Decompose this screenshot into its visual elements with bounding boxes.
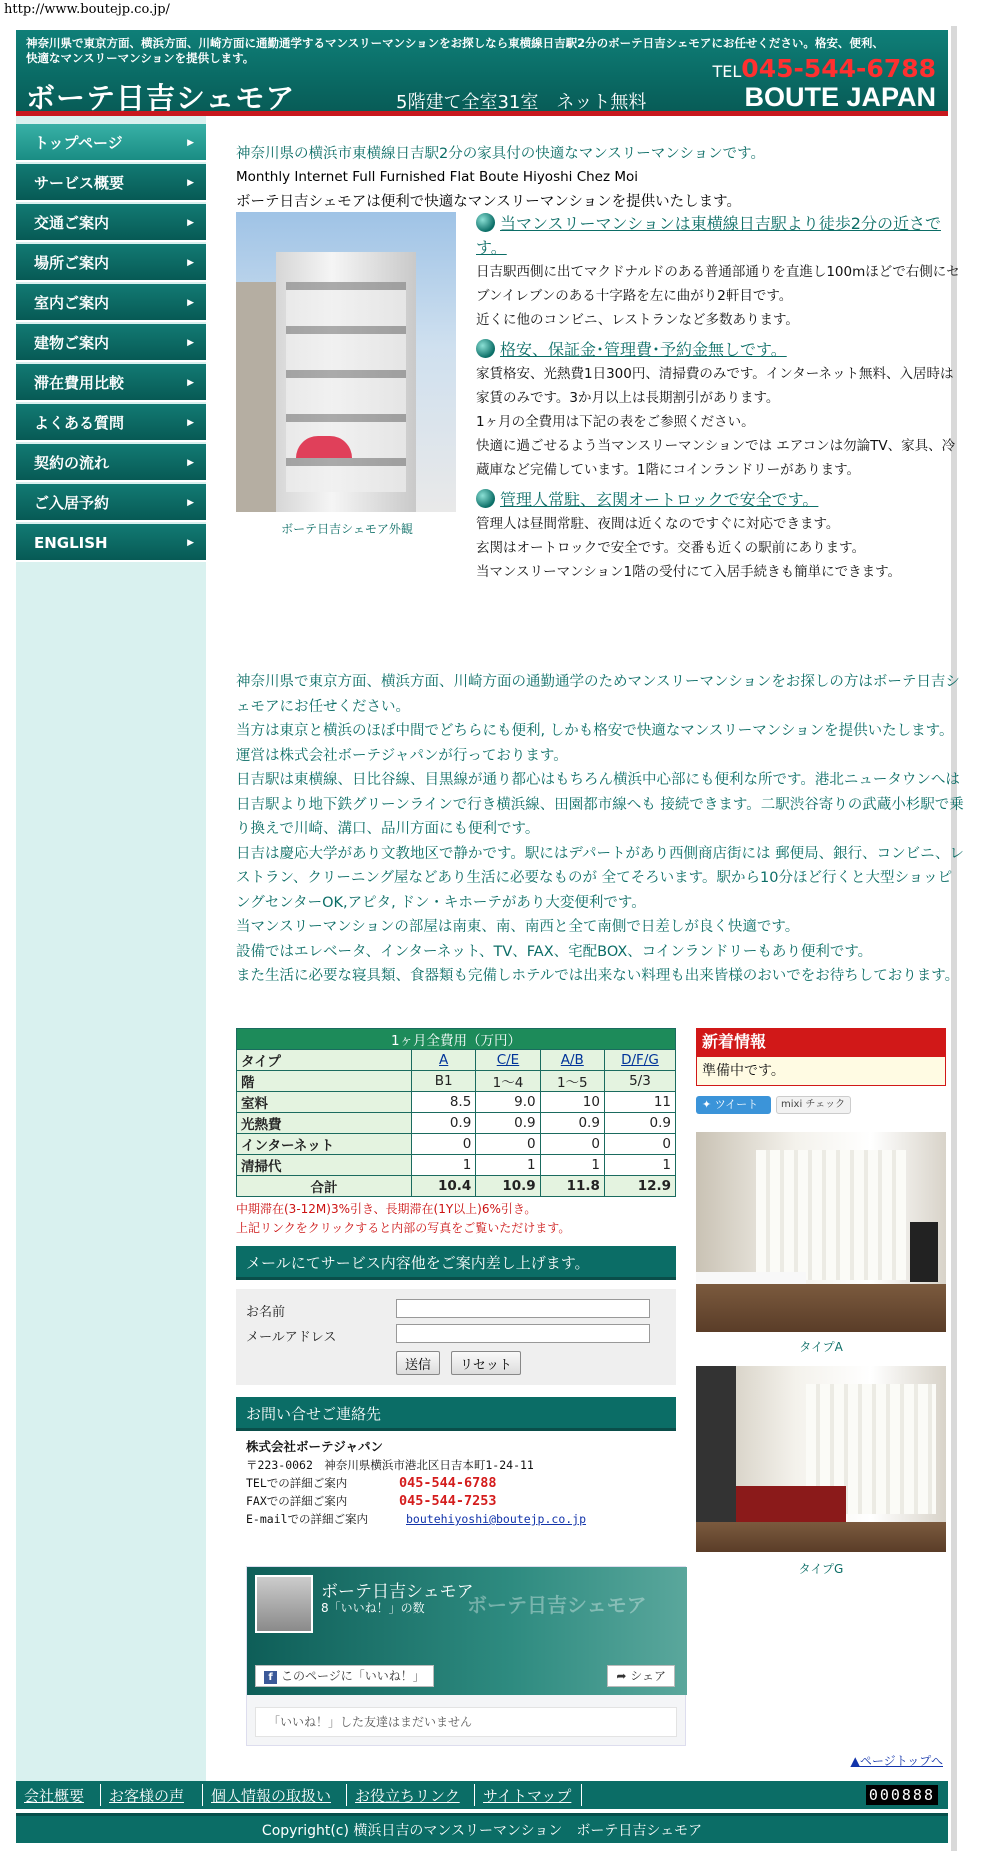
building-photo-caption: ボーテ日吉シェモア外観 xyxy=(281,522,413,536)
point-text: 日吉駅西側に出てマクドナルドのある普通部通りを直進し100mほどで右側にセブンイレブンのある十字路を左に曲がり2軒目です。 xyxy=(476,264,960,304)
arrow-right-icon: ▶ xyxy=(187,218,194,228)
nav-item-faq[interactable] xyxy=(16,404,206,442)
nav-label: 滞在費用比較 xyxy=(34,374,125,392)
facebook-page-thumbnail[interactable] xyxy=(255,1575,313,1633)
total-cell: 12.9 xyxy=(604,1176,675,1197)
footer-link-sitemap[interactable]: サイトマップ xyxy=(483,1787,572,1805)
point-title-price[interactable] xyxy=(476,338,966,362)
cost-cell: 0.9 xyxy=(476,1113,540,1134)
tweet-button[interactable] xyxy=(696,1096,771,1114)
floor-label: 階 xyxy=(237,1071,412,1092)
nav-label: 場所ご案内 xyxy=(34,254,110,272)
nav-item-english[interactable] xyxy=(16,524,206,562)
copyright: Copyright(c) 横浜日吉のマンスリーマンション ボーテ日吉シェモア xyxy=(16,1813,948,1843)
total-cell: 11.8 xyxy=(540,1176,604,1197)
cost-cell: 1 xyxy=(476,1155,540,1176)
intro-heading: 神奈川県の横浜市東横線日吉駅2分の家具付の快適なマンスリーマンションです。 xyxy=(236,146,765,162)
contact-fax: 045-544-7253 xyxy=(399,1493,497,1509)
description-text xyxy=(236,670,966,989)
footer-link-company[interactable]: 会社概要 xyxy=(24,1787,85,1805)
facebook-like-count: 8「いいね！」の数 xyxy=(321,1601,425,1615)
nav-label: ENGLISH xyxy=(34,534,108,552)
description-paragraph: 設備ではエレベータ、インターネット、TV、FAX、宅配BOX、コインランドリーもあり便利です。 xyxy=(236,943,873,960)
fax-label: FAXでの詳細ご案内 xyxy=(246,1494,348,1508)
cost-cell: 0.9 xyxy=(604,1113,675,1134)
room-photo-type-a[interactable] xyxy=(696,1132,946,1332)
header-catchphrase: 5階建て全室31室 ネット無料 xyxy=(396,92,647,113)
cost-cell: 9.0 xyxy=(476,1092,540,1113)
arrow-right-icon: ▶ xyxy=(187,418,194,428)
cost-cell: 0 xyxy=(540,1134,604,1155)
nav-item-top[interactable] xyxy=(16,124,206,162)
footer-link-voice[interactable]: お客様の声 xyxy=(109,1787,185,1805)
tweet-label: ツイート xyxy=(714,1098,759,1111)
table-row xyxy=(237,1113,676,1134)
access-counter: 000888 xyxy=(866,1785,938,1805)
name-label: お名前 xyxy=(246,1305,286,1320)
room-caption-type-a: タイプA xyxy=(799,1340,843,1354)
intro-lead: ボーテ日吉シェモアは便利で快適なマンスリーマンションを提供いたします。 xyxy=(236,194,741,210)
feature-points xyxy=(476,212,966,584)
site-footer xyxy=(16,1781,948,1851)
email-contact-label: E-mailでの詳細ご案内 xyxy=(246,1512,369,1526)
point-text: 1ヶ月の全費用は下記の表をご参照ください。 xyxy=(476,414,755,430)
cost-cell: 1 xyxy=(412,1155,476,1176)
contact-tel: 045-544-6788 xyxy=(399,1475,497,1491)
total-cell: 10.4 xyxy=(412,1176,476,1197)
table-row-total xyxy=(237,1176,676,1197)
contact-title: お問い合せご連絡先 xyxy=(236,1397,676,1431)
floor-cell: 1～5 xyxy=(540,1071,604,1092)
nav-item-building[interactable] xyxy=(16,324,206,362)
cost-cell: 0 xyxy=(604,1134,675,1155)
share-label: シェア xyxy=(630,1669,666,1683)
nav-label: ご入居予約 xyxy=(34,494,110,512)
point-body-security xyxy=(476,512,966,584)
total-label: 合計 xyxy=(237,1176,412,1197)
cost-cell: 10 xyxy=(540,1092,604,1113)
mail-form-title: メールにてサービス内容他をご案内差し上げます。 xyxy=(236,1246,676,1280)
building-photo xyxy=(236,212,456,512)
arrow-right-icon: ▶ xyxy=(187,378,194,388)
email-label: メールアドレス xyxy=(246,1330,337,1345)
facebook-like-button[interactable] xyxy=(255,1665,434,1687)
cost-table xyxy=(236,1028,676,1197)
name-input[interactable] xyxy=(396,1299,650,1318)
page-frame xyxy=(16,26,965,1851)
point-text: 当マンスリーマンション1階の受付にて入居手続きも簡単にできます。 xyxy=(476,564,901,580)
type-link-a[interactable]: A xyxy=(439,1052,449,1068)
reset-button[interactable]: リセット xyxy=(451,1351,521,1375)
description-paragraph: また生活に必要な寝具類、食器類も完備しホテルでは出来ない料理も出来皆様のおいでをお待ちしております。 xyxy=(236,968,960,984)
news-body: 準備中です。 xyxy=(696,1056,946,1086)
facebook-cover-text: ボーテ日吉シェモア xyxy=(467,1593,647,1617)
arrow-right-icon: ▶ xyxy=(187,298,194,308)
mixi-check-button[interactable] xyxy=(776,1096,851,1114)
nav-item-location[interactable] xyxy=(16,244,206,282)
nav-label: トップページ xyxy=(34,134,123,152)
row-label: 清掃代 xyxy=(237,1155,412,1176)
facebook-page-plugin xyxy=(246,1566,686,1746)
arrow-right-icon: ▶ xyxy=(187,498,194,508)
description-paragraph: 当マンスリーマンションの部屋は南東、南、南西と全て南側で日差しが良く快適です。 xyxy=(236,919,800,935)
room-caption-type-g: タイプG xyxy=(798,1562,844,1576)
point-title-text: 管理人常駐、玄関オートロックで安全です。 xyxy=(500,490,819,509)
contact-email-link[interactable]: boutehiyoshi@boutejp.co.jp xyxy=(406,1512,587,1526)
point-title-security[interactable] xyxy=(476,488,966,512)
nav-item-cost-compare[interactable] xyxy=(16,364,206,402)
arrow-right-icon: ▶ xyxy=(187,458,194,468)
brand-name: BOUTE JAPAN xyxy=(744,82,936,112)
type-link-dfg[interactable]: D/F/G xyxy=(621,1052,659,1068)
point-title-access[interactable] xyxy=(476,212,966,260)
cost-cell: 0 xyxy=(476,1134,540,1155)
cost-cell: 11 xyxy=(604,1092,675,1113)
company-address: 〒223-0062 神奈川県横浜市港北区日吉本町1-24-11 xyxy=(246,1458,534,1472)
type-label: タイプ xyxy=(237,1050,412,1071)
like-label: このページに「いいね！」 xyxy=(281,1669,425,1683)
facebook-page-name[interactable]: ボーテ日吉シェモア xyxy=(321,1582,474,1602)
table-row xyxy=(237,1155,676,1176)
email-input[interactable] xyxy=(396,1324,650,1343)
room-photo-type-g[interactable] xyxy=(696,1366,946,1552)
facebook-cover[interactable] xyxy=(247,1567,687,1695)
cost-notes xyxy=(236,1200,676,1238)
cost-table-title: 1ヶ月全費用（万円） xyxy=(237,1029,676,1050)
tel-label: TELでの詳細ご案内 xyxy=(246,1476,348,1490)
header-tagline: 神奈川県で東京方面、横浜方面、川崎方面に通勤通学するマンスリーマンションをお探しなら東横線日吉駅2分のボーテ日吉シェモアにお任せください。格安、便利、快適なマンスリーマンションを提供します。 xyxy=(26,36,884,65)
point-body-price xyxy=(476,362,966,482)
point-text: 管理人は昼間常駐、夜間は近くなのですぐに対応できます。 xyxy=(476,516,840,532)
footer-link-privacy[interactable]: 個人情報の取扱い xyxy=(211,1787,332,1805)
point-body-access xyxy=(476,260,966,332)
nav-label: 交通ご案内 xyxy=(34,214,110,232)
facebook-friends-text: 「いいね！」した友達はまだいません xyxy=(255,1707,677,1737)
facebook-icon: f xyxy=(264,1671,277,1684)
point-text: 玄関はオートロックで安全です。交番も近くの駅前にあります。 xyxy=(476,540,866,556)
bullet-ball-icon xyxy=(476,339,495,358)
arrow-right-icon: ▶ xyxy=(187,258,194,268)
point-title-text: 当マンスリーマンションは東横線日吉駅より徒歩2分の近さです。 xyxy=(476,214,941,257)
cost-cell: 0.9 xyxy=(540,1113,604,1134)
nav-item-reservation[interactable] xyxy=(16,484,206,522)
news-box xyxy=(696,1028,946,1086)
facebook-share-button[interactable] xyxy=(607,1665,675,1687)
arrow-right-icon: ▶ xyxy=(187,338,194,348)
row-label: 室料 xyxy=(237,1092,412,1113)
contact-info xyxy=(246,1438,676,1528)
description-paragraph: 当方は東京と横浜のほぼ中間でどちらにも便利, しかも格安で快適なマンスリーマンションを提供いたします。運営は株式会社ボーテジャパンが行っております。 xyxy=(236,723,954,764)
nav-label: 室内ご案内 xyxy=(34,294,110,312)
nav-item-contract-flow[interactable] xyxy=(16,444,206,482)
cost-cell: 8.5 xyxy=(412,1092,476,1113)
nav-item-rooms[interactable] xyxy=(16,284,206,322)
description-paragraph: 日吉駅は東横線、日比谷線、目黒線が通り都心はもちろん横浜中心部にも便利な所です。港北ニュータウンへは日吉駅より地下鉄グリーンラインで行き横浜線、田園都市線へも 接続できます。二駅渋谷寄りの武蔵小杉駅で乗り換えで川崎、溝口、品川方面にも便利です。 xyxy=(236,772,964,837)
footer-links xyxy=(16,1781,948,1809)
tel-prefix: TEL xyxy=(712,62,742,81)
cost-cell: 0.9 xyxy=(412,1113,476,1134)
table-row xyxy=(237,1092,676,1113)
type-link-ce[interactable]: C/E xyxy=(496,1052,520,1068)
nav-label: よくある質問 xyxy=(34,414,125,432)
bullet-ball-icon xyxy=(476,489,495,508)
cost-cell: 1 xyxy=(604,1155,675,1176)
description-paragraph: 神奈川県で東京方面、横浜方面、川崎方面の通勤通学のためマンスリーマンションをお探しの方はボーテ日吉シェモアにお任せください。 xyxy=(236,674,960,715)
site-logo-text[interactable]: ボーテ日吉シェモア xyxy=(26,81,296,115)
twitter-bird-icon: ✦ xyxy=(702,1098,715,1111)
arrow-right-icon: ▶ xyxy=(187,178,194,188)
mixi-label: mixi チェック xyxy=(781,1099,846,1110)
discount-note: 中期滞在(3-12M)3%引き、長期滞在(1Y以上)6%引き。 xyxy=(236,1202,537,1216)
type-link-ab[interactable]: A/B xyxy=(560,1052,584,1068)
mail-form xyxy=(236,1289,676,1385)
point-text: 家賃格安、光熱費1日300円、清掃費のみです。インターネット無料、入居時は家賃のみです。3か月以上は長期割引があります。 xyxy=(476,366,954,406)
row-label: 光熱費 xyxy=(237,1113,412,1134)
point-text: 近くに他のコンビニ、レストランなど多数あります。 xyxy=(476,312,799,328)
nav-label: 建物ご案内 xyxy=(34,334,110,352)
share-icon: ➦ xyxy=(616,1669,631,1683)
cost-cell: 0 xyxy=(412,1134,476,1155)
bullet-ball-icon xyxy=(476,213,495,232)
floor-cell: 1～4 xyxy=(476,1071,540,1092)
nav-label: サービス概要 xyxy=(34,174,125,192)
intro-english: Monthly Internet Full Furnished Flat Boute Hiyoshi Chez Moi xyxy=(236,169,639,185)
submit-button[interactable]: 送信 xyxy=(396,1351,440,1375)
table-row xyxy=(237,1134,676,1155)
nav-label: 契約の流れ xyxy=(34,454,110,472)
building-photo-block xyxy=(236,212,458,537)
browser-url: http://www.boutejp.co.jp/ xyxy=(4,2,170,17)
sidebar xyxy=(16,116,206,1781)
main-content xyxy=(236,142,966,1729)
tel-number: 045-544-6788 xyxy=(741,54,936,83)
news-title: 新着情報 xyxy=(696,1028,946,1056)
nav-item-service[interactable] xyxy=(16,164,206,202)
point-title-text: 格安、保証金･管理費･予約金無しです。 xyxy=(500,340,787,359)
nav-item-access[interactable] xyxy=(16,204,206,242)
site-header xyxy=(16,30,948,116)
header-phone xyxy=(713,54,937,83)
description-paragraph: 日吉は慶応大学があり文教地区で静かです。駅にはデパートがあり西側商店街には 郵便局、銀行、コンビニ、レストラン、クリーニング屋などあり生活に必要なものが 全てそろいます。駅から10分ほど行くと大型ショッピングセンターOK,アピタ, ドン・キホーテがあり大変便利です。 xyxy=(236,845,965,911)
cost-cell: 1 xyxy=(540,1155,604,1176)
page-top-link[interactable]: ▲ページトップへ xyxy=(850,1754,943,1768)
footer-link-useful[interactable]: お役立ちリンク xyxy=(355,1787,460,1805)
floor-cell: B1 xyxy=(412,1071,476,1092)
total-cell: 10.9 xyxy=(476,1176,540,1197)
arrow-right-icon: ▶ xyxy=(187,138,194,148)
point-text: 快適に過ごせるよう当マンスリーマンションでは エアコンは勿論TV、家具、冷蔵庫など完備しています。1階にコインランドリーがあります。 xyxy=(476,438,956,478)
link-note: 上記リンクをクリックすると内部の写真をご覧いただけます。 xyxy=(236,1221,571,1235)
company-name: 株式会社ボーテジャパン xyxy=(246,1439,384,1454)
floor-cell: 5/3 xyxy=(604,1071,675,1092)
arrow-right-icon: ▶ xyxy=(187,538,194,548)
row-label: インターネット xyxy=(237,1134,412,1155)
